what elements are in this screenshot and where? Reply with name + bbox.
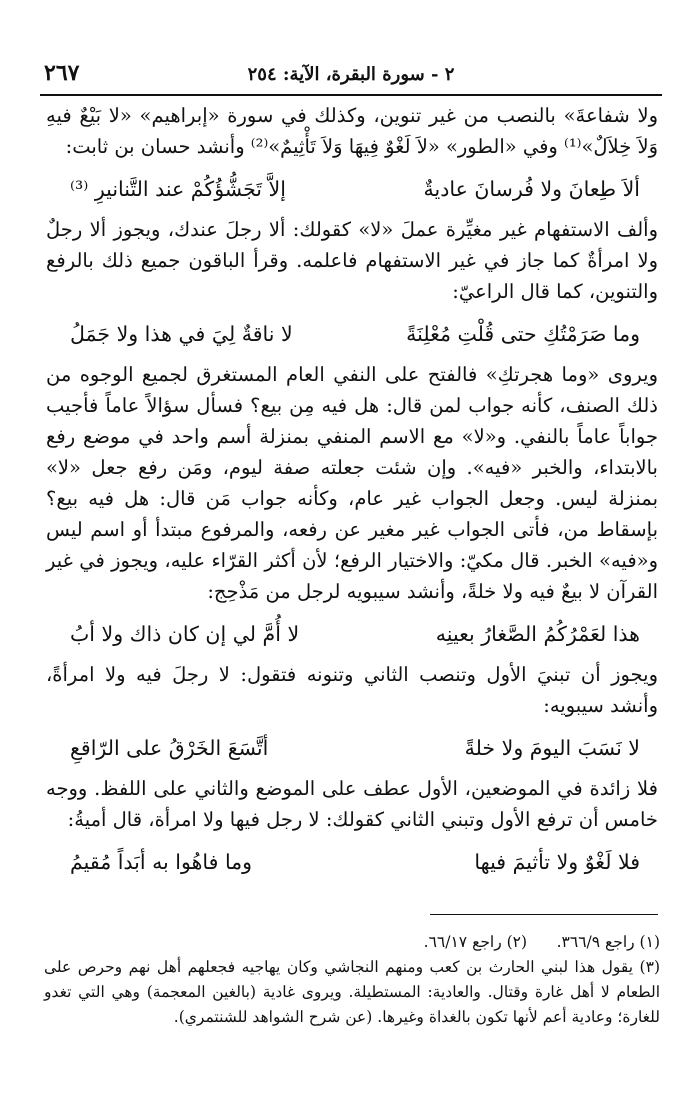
verse-second-hemistich: لا ناقةٌ لِيَ في هذا ولا جَمَلُ <box>70 322 293 346</box>
verse-second-hemistich: إلاَّ تَجَشُّؤُكُمْ عند التَّنانيرِ ⁽³⁾ <box>70 177 286 201</box>
paragraph-2: وألف الاستفهام غير مغيِّرة عملَ «لا» كقولك: ألا رجلَ عندك، ويجوز ألا رجلٌ ولا امرأةٌ كما جاز في غير الاستفهام فاعلمه. وقرأ الباقون جميع ذلك بالرفع والتنوين، كما قال الراعيّ: <box>46 218 658 303</box>
footnote-1-2: (١) راجع ٣٦٦/٩. (٢) راجع ٦٦/١٧. <box>423 933 660 951</box>
footnotes <box>44 930 660 1030</box>
verse-madhhij <box>46 607 658 659</box>
verse-first-hemistich: وما صَرَمْتُكِ حتى قُلْتِ مُعْلِنَةً <box>406 322 640 346</box>
running-title: ٢ - سورة البقرة، الآية: ٢٥٤ <box>247 64 455 85</box>
page-number: ٢٦٧ <box>44 60 80 86</box>
verse-umayya <box>46 835 658 887</box>
page-header <box>40 58 662 96</box>
verse-first-hemistich: ألاَ طِعانَ ولا فُرسانَ عاديةٌ <box>423 177 640 201</box>
paragraph-5: فلا زائدة في الموضعين، الأول عطف على الموضع والثاني على اللفظ. ووجه خامس أن ترفع الأول وتبني الثاني كقولك: لا رجل فيها ولا امرأة، قال أميةُ: <box>46 777 658 831</box>
verse-second-hemistich: أتَّسَعَ الخَرْقُ على الرّاقعِ <box>70 736 269 760</box>
verse-second-hemistich: وما فاهُوا به أبَداً مُقيمُ <box>70 850 253 874</box>
verse-rai <box>46 307 658 359</box>
verse-second-hemistich: لا أُمَّ لي إن كان ذاك ولا أبُ <box>70 622 300 646</box>
paragraph-1: ولا شفاعةَ» بالنصب من غير تنوين، وكذلك في سورة «إبراهيم» «لا بَيْعٌ فيهِ وَلاَ خِلاَلٌ»⁽¹⁾ وفي «الطور» «لاَ لَغْوٌ فِيهَا وَلاَ تَأْثِيمٌ»⁽²⁾ وأنشد حسان بن ثابت: <box>46 104 658 158</box>
paragraph-3: ويروى «وما هجرتكِ» فالفتح على النفي العام المستغرق لجميع الوجوه من ذلك الصنف، كأنه جواب لمن قال: هل فيه مِن بيع؟ فسأل سؤالاً عاماً فأجيب جواباً عاماً بالنفي. و«لا» مع الاسم المنفي بمنزلة أسم واحد في موضع رفع بالابتداء، والخبر «فيه». وإن شئت جعلته صفة ليوم، ومَن رفع جعل «لا» بمنزلة ليس. وجعل الجواب غير عام، وكأنه جواب مَن قال: هل فيه بيع؟ بإسقاط من، فأتى الجواب غير مغير عن رفعه، والمرفوع مبتدأ أو اسم ليس و«فيه» الخبر. قال مكيّ: والاختيار الرفع؛ لأن أكثر القرّاء عليه، ويجوز في غير القرآن لا بيعٌ فيه ولا خلةً، وأنشد سيبويه لرجل من مَذْحِج: <box>46 363 658 603</box>
main-text <box>46 100 658 887</box>
footnote-divider <box>430 914 658 916</box>
verse-first-hemistich: لا نَسَبَ اليومَ ولا خلةً <box>464 736 640 760</box>
verse-first-hemistich: فلا لَغْوٌ ولا تأثيمَ فيها <box>474 850 640 874</box>
verse-hassan <box>46 162 658 214</box>
verse-first-hemistich: هذا لعَمْرُكُمُ الصَّغارُ بعينِه <box>435 622 640 646</box>
verse-sibawayh <box>46 721 658 773</box>
footnote-3: (٣) يقول هذا لبني الحارث بن كعب ومنهم النجاشي وكان يهاجيه فجعلهم أهل نهم وحرص على الطعام لا أهل غارة وقتال. والعادية: المستطيلة. ويروى غادية (بالغين المعجمة) وهي التي تغدو للغارة؛ وعادية أعم لأنها تكون بالغداة وغيرها. (عن شرح الشواهد للشنتمري). <box>44 958 660 1026</box>
paragraph-4: ويجوز أن تبنيَ الأول وتنصب الثاني وتنونه فتقول: لا رجلَ فيه ولا امرأةً، وأنشد سيبويه: <box>46 663 658 717</box>
